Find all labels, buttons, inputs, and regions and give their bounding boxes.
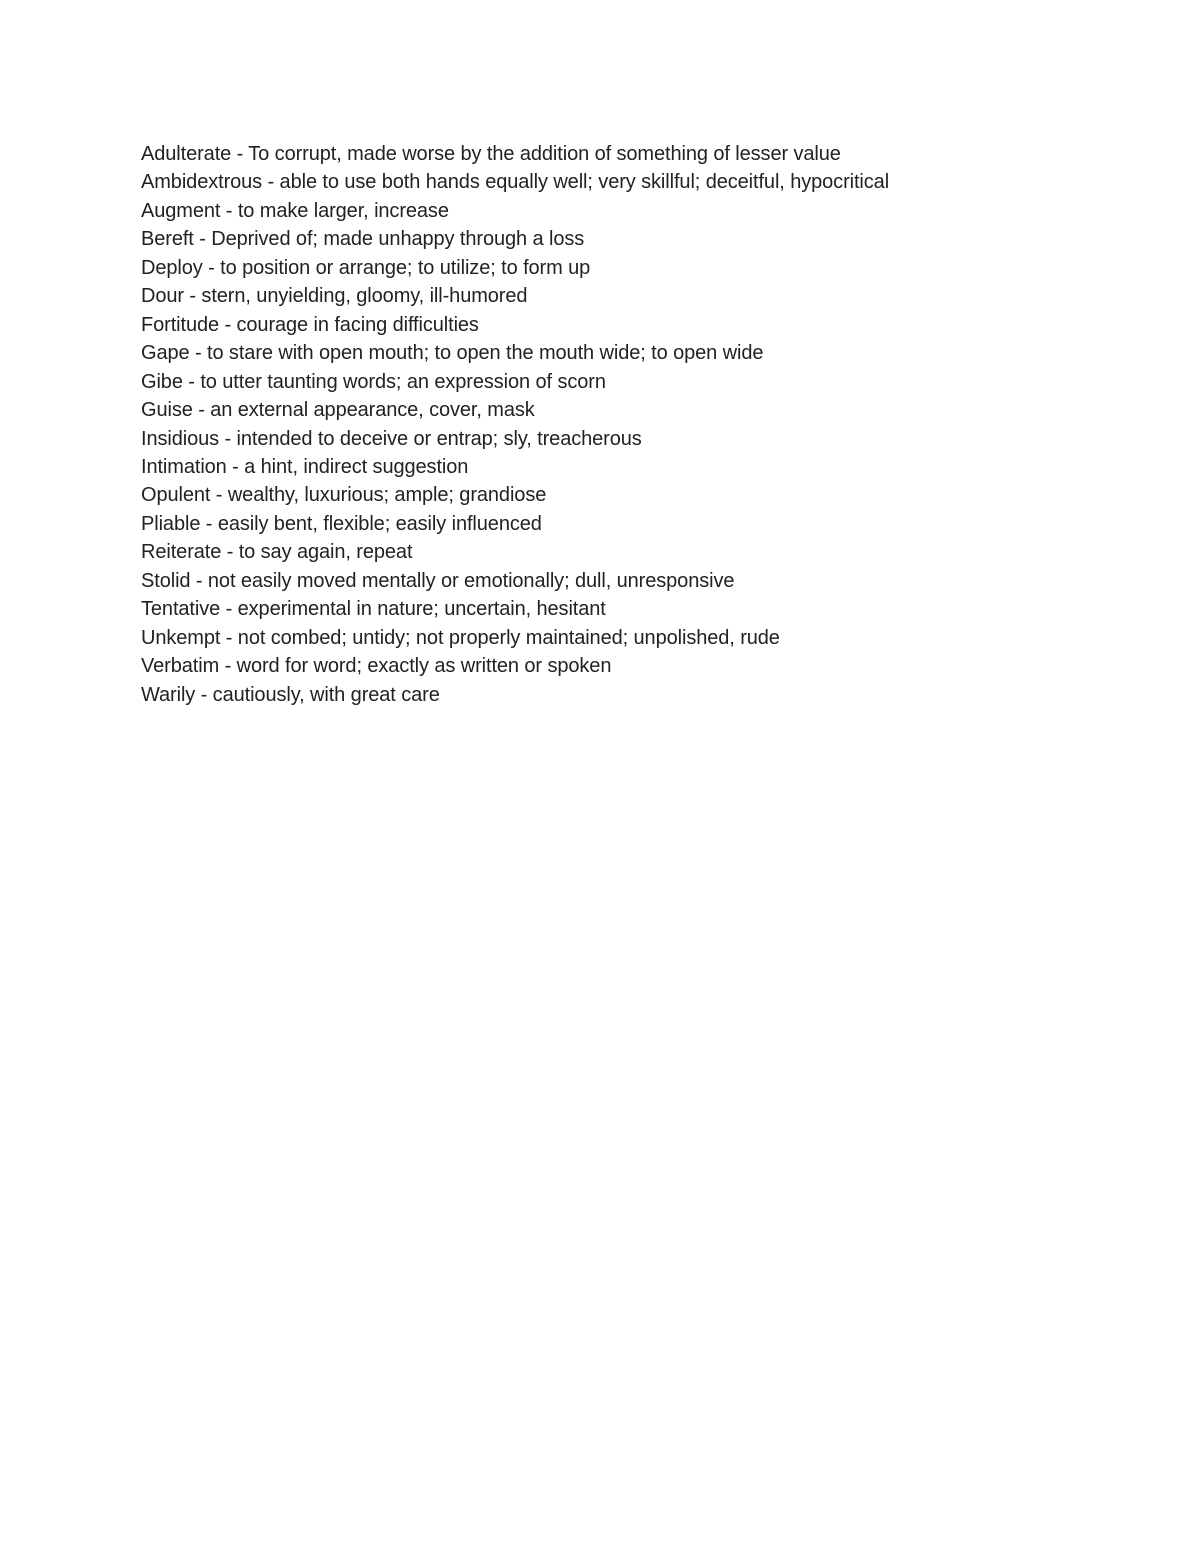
vocabulary-entry: Pliable - easily bent, flexible; easily influenced	[141, 512, 542, 535]
vocabulary-entry: Opulent - wealthy, luxurious; ample; grandiose	[141, 484, 547, 507]
vocabulary-entry: Fortitude - courage in facing difficulties	[141, 313, 479, 336]
vocabulary-entry: Ambidextrous - able to use both hands equally well; very skillful; deceitful, hypocritical	[141, 171, 890, 194]
vocabulary-entry: Dour - stern, unyielding, gloomy, ill-humored	[141, 285, 528, 308]
vocabulary-entry: Insidious - intended to deceive or entrap; sly, treacherous	[141, 427, 642, 450]
vocabulary-entry: Gape - to stare with open mouth; to open the mouth wide; to open wide	[141, 342, 764, 365]
vocabulary-entry: Unkempt - not combed; untidy; not properly maintained; unpolished, rude	[141, 626, 780, 649]
vocabulary-entry: Stolid - not easily moved mentally or emotionally; dull, unresponsive	[141, 569, 735, 592]
vocabulary-entry: Augment - to make larger, increase	[141, 199, 449, 222]
vocabulary-list	[141, 140, 889, 709]
vocabulary-entry: Deploy - to position or arrange; to utilize; to form up	[141, 256, 591, 279]
vocabulary-entry: Guise - an external appearance, cover, mask	[141, 399, 535, 422]
vocabulary-entry: Intimation - a hint, indirect suggestion	[141, 455, 469, 478]
vocabulary-entry: Adulterate - To corrupt, made worse by the addition of something of lesser value	[141, 143, 841, 165]
vocabulary-entry: Verbatim - word for word; exactly as written or spoken	[141, 655, 612, 678]
vocabulary-entry: Bereft - Deprived of; made unhappy through a loss	[141, 228, 585, 251]
vocabulary-entry: Gibe - to utter taunting words; an expression of scorn	[141, 370, 606, 393]
vocabulary-entry: Warily - cautiously, with great care	[141, 683, 440, 706]
vocabulary-entry: Reiterate - to say again, repeat	[141, 541, 413, 564]
vocabulary-entry: Tentative - experimental in nature; uncertain, hesitant	[141, 598, 606, 621]
